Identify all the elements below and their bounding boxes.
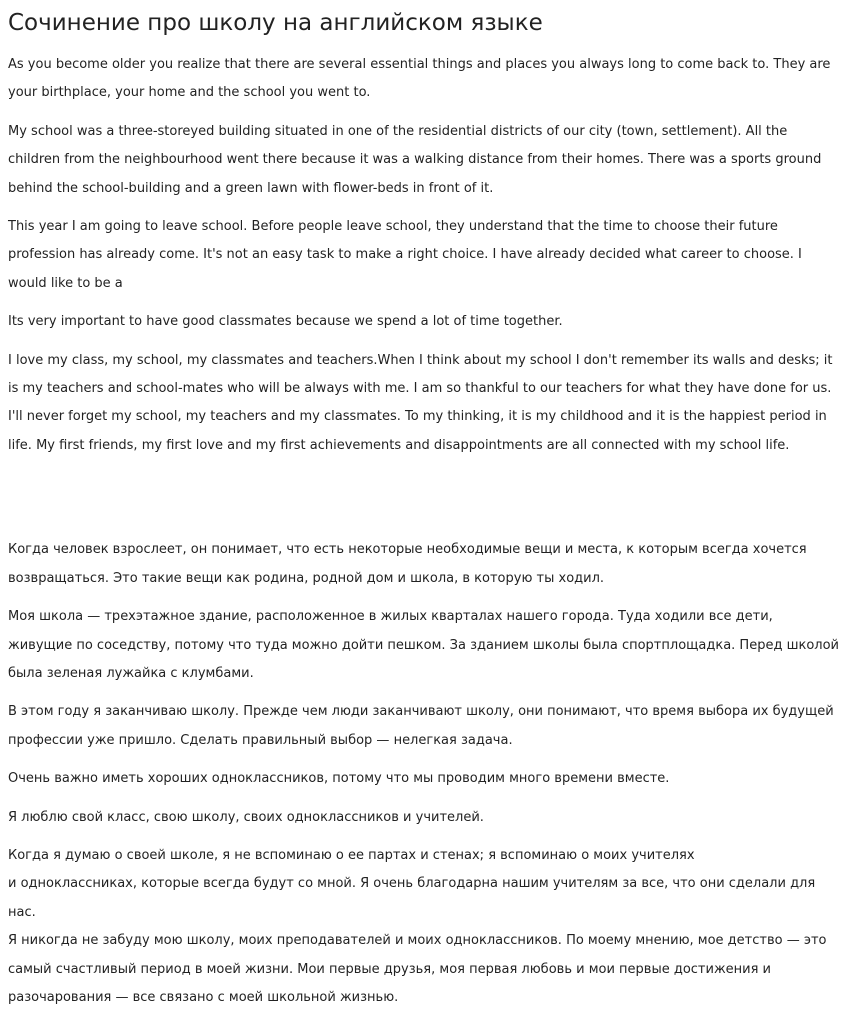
ru-paragraph-5: Я люблю свой класс, свою школу, своих одноклассников и учителей. bbox=[8, 809, 484, 825]
ru-paragraph-8: Я никогда не забуду мою школу, моих преподавателей и моих одноклассников. По моему мнению, мое детство — это самый счастливый период в моей жизни. Мои первые друзья, моя первая любовь и мои первые достижения и разочарования — все связано с моей школьной жизнью. bbox=[8, 933, 827, 1005]
article bbox=[8, 0, 840, 1022]
en-paragraph-4: Its very important to have good classmates because we spend a lot of time together. bbox=[8, 314, 563, 330]
ru-paragraph-4: Очень важно иметь хороших одноклассников, потому что мы проводим много времени вместе. bbox=[8, 771, 670, 787]
en-paragraph-1: As you become older you realize that there are several essential things and places you always long to come back to. They are your birthplace, your home and the school you went to. bbox=[8, 57, 831, 101]
ru-paragraph-2: Моя школа — трехэтажное здание, расположенное в жилых кварталах нашего города. Туда ходили все дети, живущие по соседству, потому что туда можно дойти пешком. За зданием школы была спортплощадка. Перед школой была зеленая лужайка с клумбами. bbox=[8, 609, 839, 681]
ru-paragraph-3: В этом году я заканчиваю школу. Прежде чем люди заканчивают школу, они понимают, что время выбора их будущей профессии уже пришло. Сделать правильный выбор — нелегкая задача. bbox=[8, 704, 834, 748]
ru-paragraph-6: Когда я думаю о своей школе, я не вспоминаю о ее партах и стенах; я вспоминаю о моих учителях bbox=[8, 847, 695, 863]
en-paragraph-3: This year I am going to leave school. Before people leave school, they understand that the time to choose their future profession has already come. It's not an easy task to make a right choice. I have already decided what career to choose. I would like to be a bbox=[8, 219, 802, 291]
en-paragraph-5: I love my class, my school, my classmates and teachers.When I think about my school I don't remember its walls and desks; it is my teachers and school-mates who will be always with me. I am so thankful to our teachers for what they have done for us. I'll never forget my school, my teachers and my classmates. To my thinking, it is my childhood and it is the happiest period in life. My first friends, my first love and my first achievements and disappointments are all connected with my school life. bbox=[8, 352, 833, 453]
ru-paragraph-1: Когда человек взрослеет, он понимает, что есть некоторые необходимые вещи и места, к которым всегда хочется возвращаться. Это такие вещи как родина, родной дом и школа, в которую ты ходил. bbox=[8, 542, 807, 586]
section-gap bbox=[8, 470, 840, 536]
page-title: Сочинение про школу на английском языке bbox=[8, 10, 543, 36]
en-paragraph-2: My school was a three-storeyed building situated in one of the residential districts of our city (town, settlement). All the children from the neighbourhood went there because it was a walking distance from their homes. There was a sports ground behind the school-building and a green lawn with flower-beds in front of it. bbox=[8, 123, 822, 196]
ru-paragraph-7: и одноклассниках, которые всегда будут со мной. Я очень благодарна нашим учителям за все, что они сделали для нас. bbox=[8, 876, 816, 920]
